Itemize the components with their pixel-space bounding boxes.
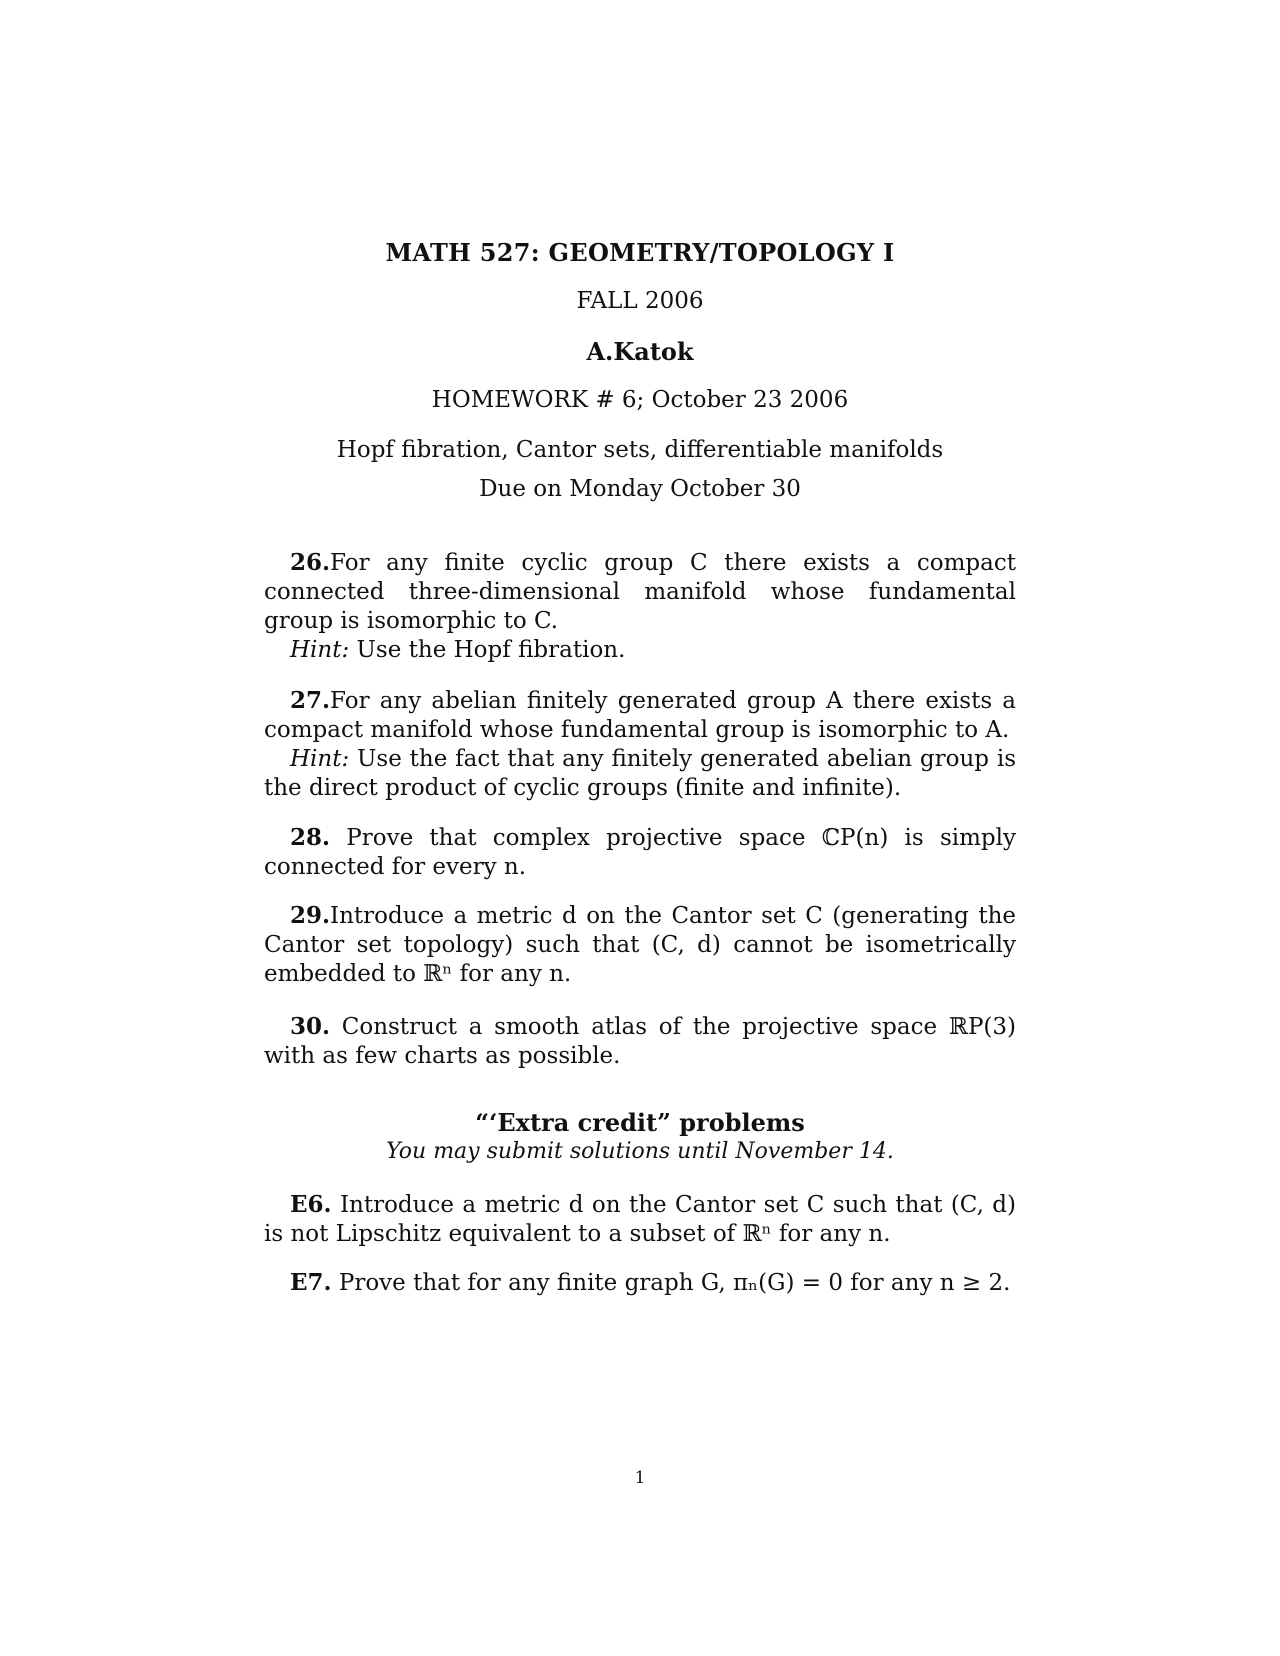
author: A.Katok: [586, 337, 694, 366]
problem-text: Prove that complex projective space ℂP(n) is simply connected for every n.: [264, 825, 1016, 880]
problem-number: 30.: [290, 1013, 331, 1040]
extra-credit-note: You may submit solutions until November 14.: [386, 1139, 894, 1164]
problem-number: 26.: [290, 549, 331, 576]
problem-text: Construct a smooth atlas of the projective space ℝP(3) with as few charts as possible.: [264, 1014, 1017, 1069]
problem-text: Introduce a metric d on the Cantor set C (generating the Cantor set topology) such that (C, d) cannot be isometrically embedded to ℝⁿ for any n.: [264, 903, 1016, 987]
problem-text: Introduce a metric d on the Cantor set C such that (C, d) is not Lipschitz equivalent to a subset of ℝⁿ for any n.: [264, 1192, 1016, 1247]
hint-label: Hint:: [290, 746, 350, 772]
problem-number: E6.: [290, 1191, 332, 1218]
due-date: Due on Monday October 30: [479, 476, 801, 502]
homework-heading: HOMEWORK # 6; October 23 2006: [431, 387, 849, 413]
problem-26: [264, 548, 1016, 665]
hint-text: Use the fact that any finitely generated abelian group is the direct product of cyclic groups (finite and infinite).: [264, 746, 1017, 801]
problem-e7: [264, 1268, 1016, 1298]
extra-credit-heading: “‘Extra credit” problems: [475, 1108, 805, 1137]
problem-number: 28.: [290, 824, 331, 851]
term: FALL 2006: [576, 288, 704, 314]
page-number: 1: [634, 1468, 646, 1488]
page-title: MATH 527: GEOMETRY/TOPOLOGY I: [385, 238, 895, 267]
problem-text: For any finite cyclic group C there exists a compact connected three-dimensional manifold whose fundamental group is isomorphic to C.: [264, 550, 1016, 634]
problem-number: E7.: [290, 1269, 332, 1296]
problem-number: 29.: [290, 902, 331, 929]
hint-text: Use the Hopf fibration.: [356, 637, 626, 663]
problem-text: Prove that for any finite graph G, πₙ(G) = 0 for any n ≥ 2.: [338, 1270, 1011, 1296]
problem-30: [264, 1012, 1016, 1071]
hint-label: Hint:: [290, 637, 350, 663]
problem-27: [264, 686, 1016, 803]
problem-number: 27.: [290, 687, 331, 714]
problem-28: [264, 823, 1016, 882]
problem-29: [264, 901, 1016, 989]
topics: Hopf fibration, Cantor sets, differentiable manifolds: [336, 437, 944, 463]
problem-text: For any abelian finitely generated group A there exists a compact manifold whose fundamental group is isomorphic to A.: [264, 688, 1016, 743]
problem-e6: [264, 1190, 1016, 1249]
